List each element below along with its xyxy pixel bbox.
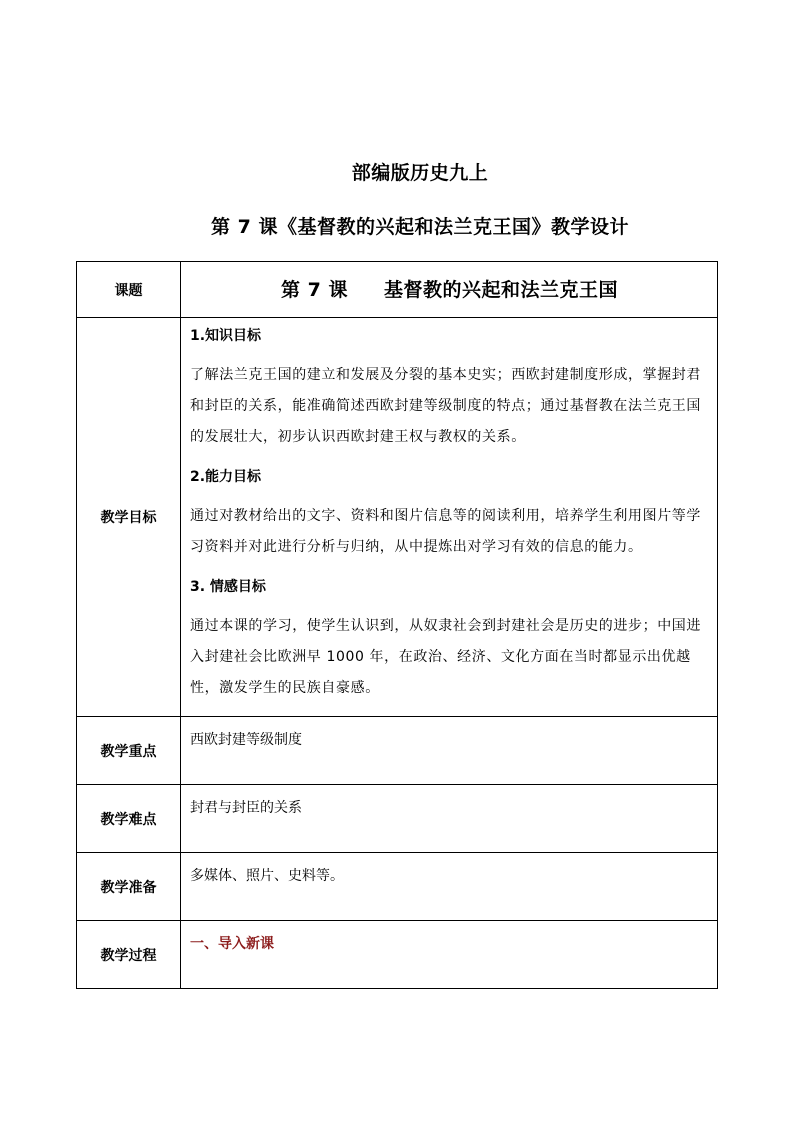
process-section-heading: 一、导入新课 [190, 936, 274, 952]
process-value [181, 921, 718, 989]
table-row-key-point [77, 717, 718, 785]
goal-heading-knowledge: 1.知识目标 [190, 328, 262, 344]
topic-value [181, 262, 718, 318]
topic-label: 课题 [77, 262, 181, 318]
table-row-difficulty [77, 785, 718, 853]
lesson-plan-table [76, 261, 718, 989]
document-subtitle: 部编版历史九上 [351, 162, 489, 184]
goal-text-knowledge: 了解法兰克王国的建立和发展及分裂的基本史实；西欧封建制度形成，掌握封君和封臣的关系，能准确简述西欧封建等级制度的特点；通过基督教在法兰克王国的发展壮大，初步认识西欧封建王权与教权的关系。 [190, 367, 701, 445]
table-row-goals [77, 318, 718, 717]
topic-lesson-number: 第 7 课 [281, 278, 348, 301]
goal-heading-emotion: 3. 情感目标 [190, 579, 266, 595]
process-label: 教学过程 [77, 921, 181, 989]
difficulty-label: 教学难点 [77, 785, 181, 853]
preparation-label: 教学准备 [77, 853, 181, 921]
key-point-value: 西欧封建等级制度 [181, 717, 718, 785]
goal-text-ability: 通过对教材给出的文字、资料和图片信息等的阅读利用，培养学生利用图片等学习资料并对此进行分析与归纳，从中提炼出对学习有效的信息的能力。 [190, 508, 701, 555]
goal-text-emotion: 通过本课的学习，使学生认识到，从奴隶社会到封建社会是历史的进步；中国进入封建社会比欧洲早 1000 年，在政治、经济、文化方面在当时都显示出优越性，激发学生的民族自豪感。 [190, 618, 701, 696]
goals-content [181, 318, 718, 717]
table-row-process [77, 921, 718, 989]
key-point-label: 教学重点 [77, 717, 181, 785]
goal-heading-ability: 2.能力目标 [190, 469, 262, 485]
table-row-preparation [77, 853, 718, 921]
table-row-topic [77, 262, 718, 318]
topic-lesson-name: 基督教的兴起和法兰克王国 [383, 278, 618, 301]
preparation-value: 多媒体、照片、史料等。 [181, 853, 718, 921]
document-title: 第 7 课《基督教的兴起和法兰克王国》教学设计 [211, 216, 629, 238]
goals-label: 教学目标 [77, 318, 181, 717]
difficulty-value: 封君与封臣的关系 [181, 785, 718, 853]
